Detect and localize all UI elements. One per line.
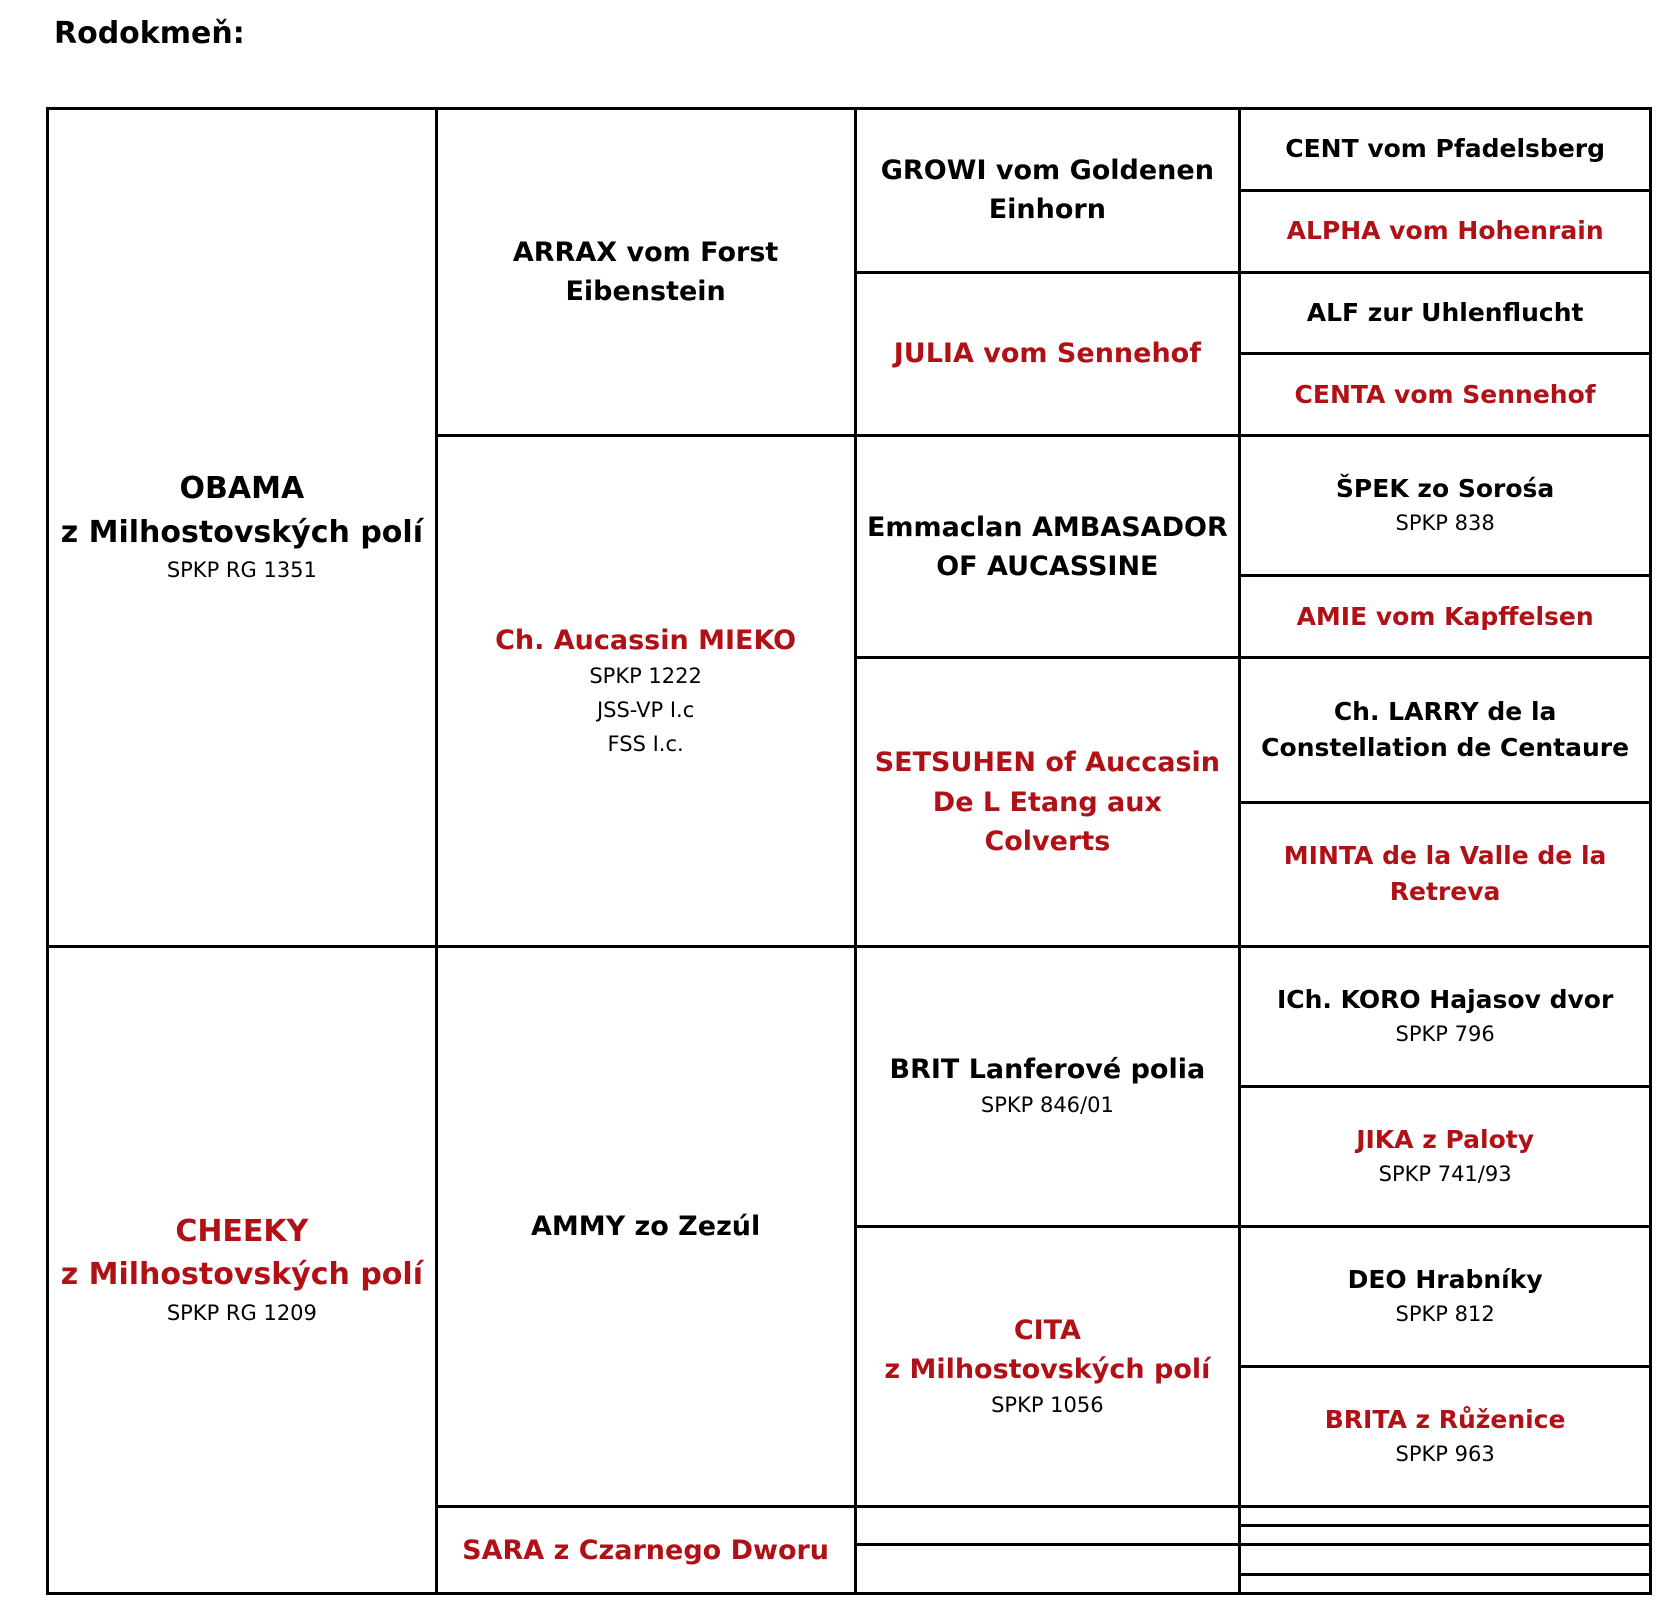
dog-name-line: Ch. Aucassin MIEKO	[495, 625, 797, 657]
pedigree-cell-gen4	[1240, 272, 1651, 354]
registration-number: SPKP 1222	[589, 664, 702, 689]
dog-name	[867, 1050, 1229, 1089]
pedigree-cell-gen4	[1240, 190, 1651, 272]
pedigree-cell-gen3	[855, 272, 1240, 436]
pedigree-cell-gen2	[436, 1507, 855, 1594]
dog-name-line: CENT vom Pfadelsberg	[1285, 134, 1605, 164]
pedigree-cell-gen1	[48, 109, 437, 947]
pedigree-cell-gen4	[1240, 1227, 1651, 1367]
pedigree-cell-gen4	[1240, 436, 1651, 576]
pedigree-cell-gen1	[48, 947, 437, 1594]
pedigree-cell-gen2	[436, 947, 855, 1507]
dog-name	[1251, 1262, 1639, 1298]
pedigree-row	[48, 947, 1651, 1087]
dog-name-line: OBAMA	[179, 471, 305, 507]
dog-name-line: Ch. LARRY de la Constellation de Centaure	[1261, 696, 1630, 762]
pedigree-cell-gen4	[1240, 1367, 1651, 1507]
pedigree-cell-gen4	[1240, 354, 1651, 436]
dog-name-line: SETSUHEN of Auccasin De L Etang aux Colverts	[874, 747, 1221, 857]
dog-name	[1251, 471, 1639, 507]
registration-number: SPKP 1056	[991, 1393, 1104, 1417]
registration-number: SPKP 812	[1395, 1301, 1495, 1326]
dog-name-line: AMMY zo Zezúl	[530, 1211, 761, 1243]
pedigree-table	[46, 107, 1652, 1595]
dog-name-line: CHEEKY	[175, 1213, 309, 1249]
dog-name-line: AMIE vom Kapffelsen	[1296, 601, 1594, 631]
dog-name-line: ALPHA vom Hohenrain	[1286, 216, 1604, 246]
pedigree-cell-gen4	[1240, 658, 1651, 803]
pedigree-cell-gen4	[1240, 1507, 1651, 1526]
dog-name-line: ALF zur Uhlenflucht	[1306, 297, 1584, 327]
dog-name	[448, 1531, 844, 1570]
dog-name-line: JIKA z Paloty	[1356, 1124, 1534, 1154]
dog-name-line: DEO Hrabníky	[1347, 1264, 1543, 1294]
registration-number: SPKP 963	[1395, 1441, 1495, 1466]
pedigree-cell-gen4	[1240, 576, 1651, 658]
dog-name-line: ŠPEK zo Sorośa	[1335, 473, 1555, 503]
dog-name-line: BRIT Lanferové polia	[889, 1054, 1206, 1086]
registration-number: SPKP 796	[1395, 1022, 1495, 1047]
pedigree-cell-gen4	[1240, 947, 1651, 1087]
dog-name-line: ARRAX vom Forst Eibenstein	[512, 236, 779, 308]
page-title: Rodokmeň:	[54, 16, 245, 51]
dog-name	[1251, 131, 1639, 167]
dog-name	[867, 151, 1229, 229]
dog-name	[1251, 295, 1639, 331]
dog-name	[1251, 982, 1639, 1018]
pedigree-cell-gen3	[855, 947, 1240, 1227]
dog-name	[448, 1207, 844, 1246]
registration-number: JSS-VP I.c	[596, 698, 695, 722]
pedigree-cell-gen3	[855, 658, 1240, 947]
dog-name	[448, 233, 844, 311]
registration-number: FSS I.c.	[607, 731, 684, 756]
pedigree-cell-gen3	[855, 1545, 1240, 1594]
dog-name-line: MINTA de la Valle de la Retreva	[1283, 841, 1607, 907]
pedigree-cell-gen3	[855, 1507, 1240, 1545]
dog-name	[1251, 213, 1639, 249]
pedigree-cell-gen4	[1240, 802, 1651, 947]
dog-name-line: ICh. KORO Hajasov dvor	[1276, 984, 1614, 1014]
dog-name	[59, 467, 425, 554]
dog-name	[1251, 1402, 1639, 1438]
dog-name	[867, 334, 1229, 373]
pedigree-cell-gen2	[436, 109, 855, 436]
dog-name	[59, 1210, 425, 1297]
pedigree-cell-gen4	[1240, 1545, 1651, 1575]
registration-number: SPKP 741/93	[1378, 1162, 1512, 1186]
pedigree-cell-gen4	[1240, 1574, 1651, 1593]
pedigree-cell-gen3	[855, 436, 1240, 658]
pedigree-cell-gen4	[1240, 109, 1651, 191]
dog-name	[1251, 377, 1639, 413]
pedigree-cell-gen3	[855, 1227, 1240, 1507]
dog-name-line: Emmaclan AMBASADOR OF AUCASSINE	[866, 511, 1228, 582]
dog-name-line: JULIA vom Sennehof	[893, 338, 1201, 370]
dog-name	[1251, 838, 1639, 911]
registration-number: SPKP 838	[1395, 511, 1495, 536]
dog-name	[448, 621, 844, 660]
registration-number: SPKP 846/01	[980, 1093, 1114, 1118]
dog-name-line: GROWI vom Goldenen Einhorn	[880, 155, 1214, 226]
dog-name-line: CITA	[1013, 1314, 1081, 1346]
dog-kennel-line: z Milhostovských polí	[60, 514, 423, 550]
pedigree-cell-gen4	[1240, 1526, 1651, 1545]
dog-name	[1251, 694, 1639, 767]
pedigree-cell-gen2	[436, 436, 855, 947]
pedigree-cell-gen3	[855, 109, 1240, 273]
dog-kennel-line: z Milhostovských polí	[884, 1353, 1211, 1385]
dog-name	[867, 1311, 1229, 1389]
registration-number: SPKP RG 1209	[166, 1300, 317, 1325]
pedigree-row	[48, 109, 1651, 191]
pedigree-cell-gen4	[1240, 1087, 1651, 1227]
dog-kennel-line: z Milhostovských polí	[60, 1257, 423, 1293]
dog-name-line: BRITA z Růženice	[1324, 1404, 1566, 1434]
dog-name-line: CENTA vom Sennehof	[1294, 379, 1596, 409]
dog-name-line: SARA z Czarnego Dworu	[462, 1534, 830, 1566]
dog-name	[1251, 1122, 1639, 1158]
registration-number: SPKP RG 1351	[166, 558, 317, 583]
dog-name	[1251, 599, 1639, 635]
dog-name	[867, 508, 1229, 586]
dog-name	[867, 743, 1229, 860]
